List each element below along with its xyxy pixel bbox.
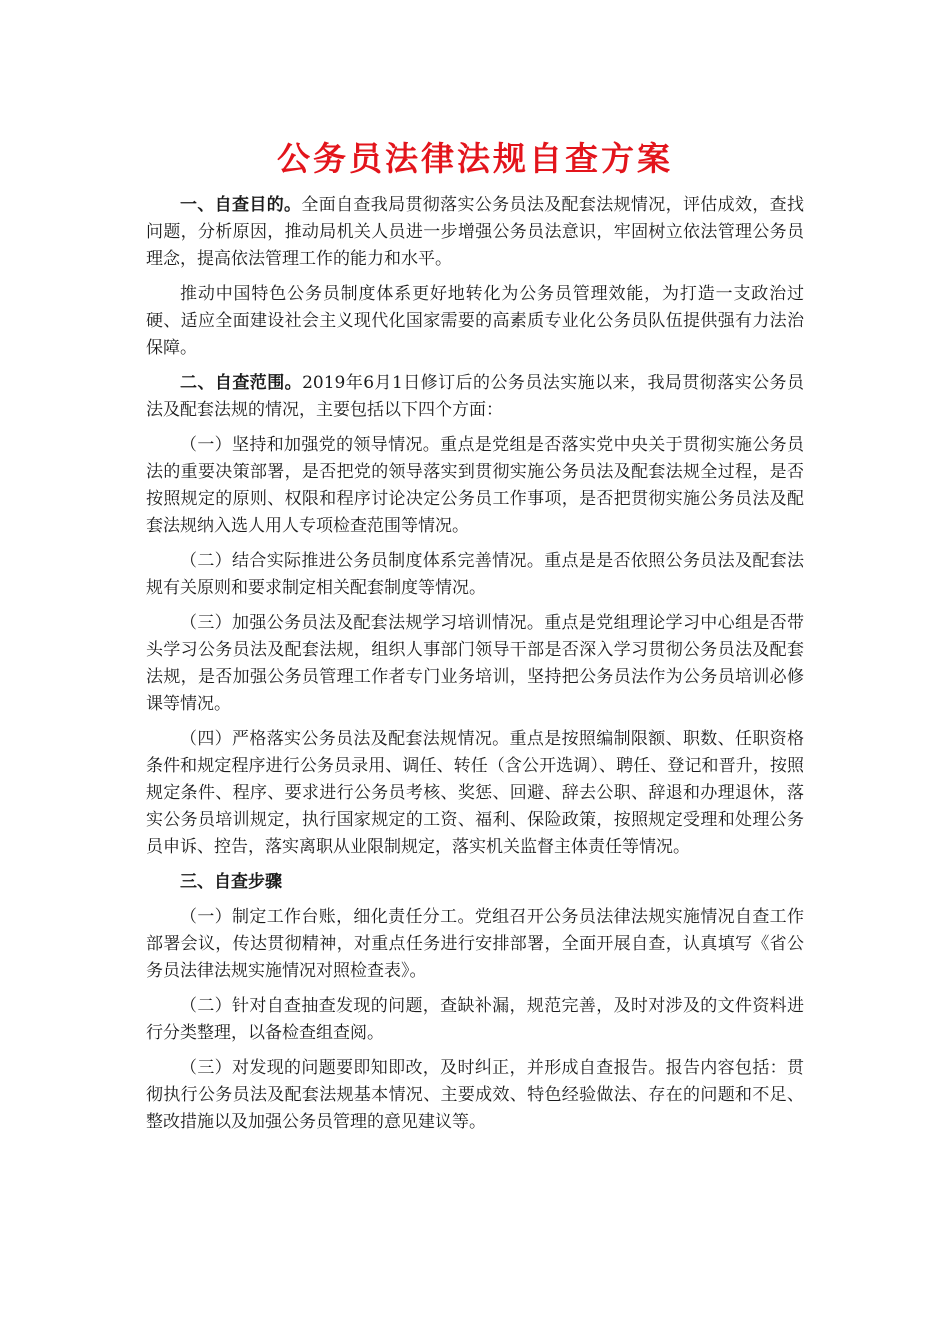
step-item-3: （三）对发现的问题要即知即改，及时纠正，并形成自查报告。报告内容包括：贯彻执行公务员法及配套法规基本情况、主要成效、特色经验做法、存在的问题和不足、整改措施以及加强公务员管理的意见建议等。	[146, 1058, 804, 1132]
section-lead-scope: 二、自查范围。	[180, 373, 303, 393]
document-title: 公务员法律法规自查方案	[277, 139, 673, 178]
paragraph-purpose-2: 推动中国特色公务员制度体系更好地转化为公务员管理效能，为打造一支政治过硬、适应全面建设社会主义现代化国家需要的高素质专业化公务员队伍提供强有力法治保障。	[146, 284, 804, 358]
paragraph-purpose	[146, 192, 804, 273]
scope-item-1: （一）坚持和加强党的领导情况。重点是党组是否落实党中央关于贯彻实施公务员法的重要决策部署，是否把党的领导落实到贯彻实施公务员法及配套法规全过程，是否按照规定的原则、权限和程序讨论决定公务员工作事项，是否把贯彻实施公务员法及配套法规纳入选人用人专项检查范围等情况。	[146, 435, 804, 536]
scope-item-4: （四）严格落实公务员法及配套法规情况。重点是按照编制限额、职数、任职资格条件和规定程序进行公务员录用、调任、转任（含公开选调）、聘任、登记和晋升，按照规定条件、程序、要求进行公务员考核、奖惩、回避、辞去公职、辞退和办理退休，落实公务员培训规定，执行国家规定的工资、福利、保险政策，按照规定受理和处理公务员申诉、控告，落实离职从业限制规定，落实机关监督主体责任等情况。	[146, 729, 804, 857]
scope-item-2: （二）结合实际推进公务员制度体系完善情况。重点是是否依照公务员法及配套法规有关原则和要求制定相关配套制度等情况。	[146, 551, 804, 598]
step-item-1: （一）制定工作台账，细化责任分工。党组召开公务员法律法规实施情况自查工作部署会议，传达贯彻精神，对重点任务进行安排部署，全面开展自查，认真填写《省公务员法律法规实施情况对照检查表》。	[146, 907, 804, 981]
section-text-scope: 2019年6月1日修订后的公务员法实施以来，我局贯彻落实公务员法及配套法规的情况，主要包括以下四个方面：	[146, 373, 804, 420]
scope-item-3: （三）加强公务员法及配套法规学习培训情况。重点是党组理论学习中心组是否带头学习公务员法及配套法规，组织人事部门领导干部是否深入学习贯彻公务员法及配套法规，是否加强公务员管理工作者专门业务培训，坚持把公务员法作为公务员培训必修课等情况。	[146, 613, 804, 714]
section-heading-steps: 三、自查步骤	[180, 872, 282, 892]
paragraph-scope	[146, 370, 804, 424]
section-text-purpose: 全面自查我局贯彻落实公务员法及配套法规情况，评估成效，查找问题，分析原因，推动局机关人员进一步增强公务员法意识，牢固树立依法管理公务员理念，提高依法管理工作的能力和水平。	[146, 195, 805, 269]
step-item-2: （二）针对自查抽查发现的问题，查缺补漏，规范完善，及时对涉及的文件资料进行分类整理，以备检查组查阅。	[146, 996, 804, 1043]
section-lead-purpose: 一、自查目的。	[180, 195, 302, 215]
